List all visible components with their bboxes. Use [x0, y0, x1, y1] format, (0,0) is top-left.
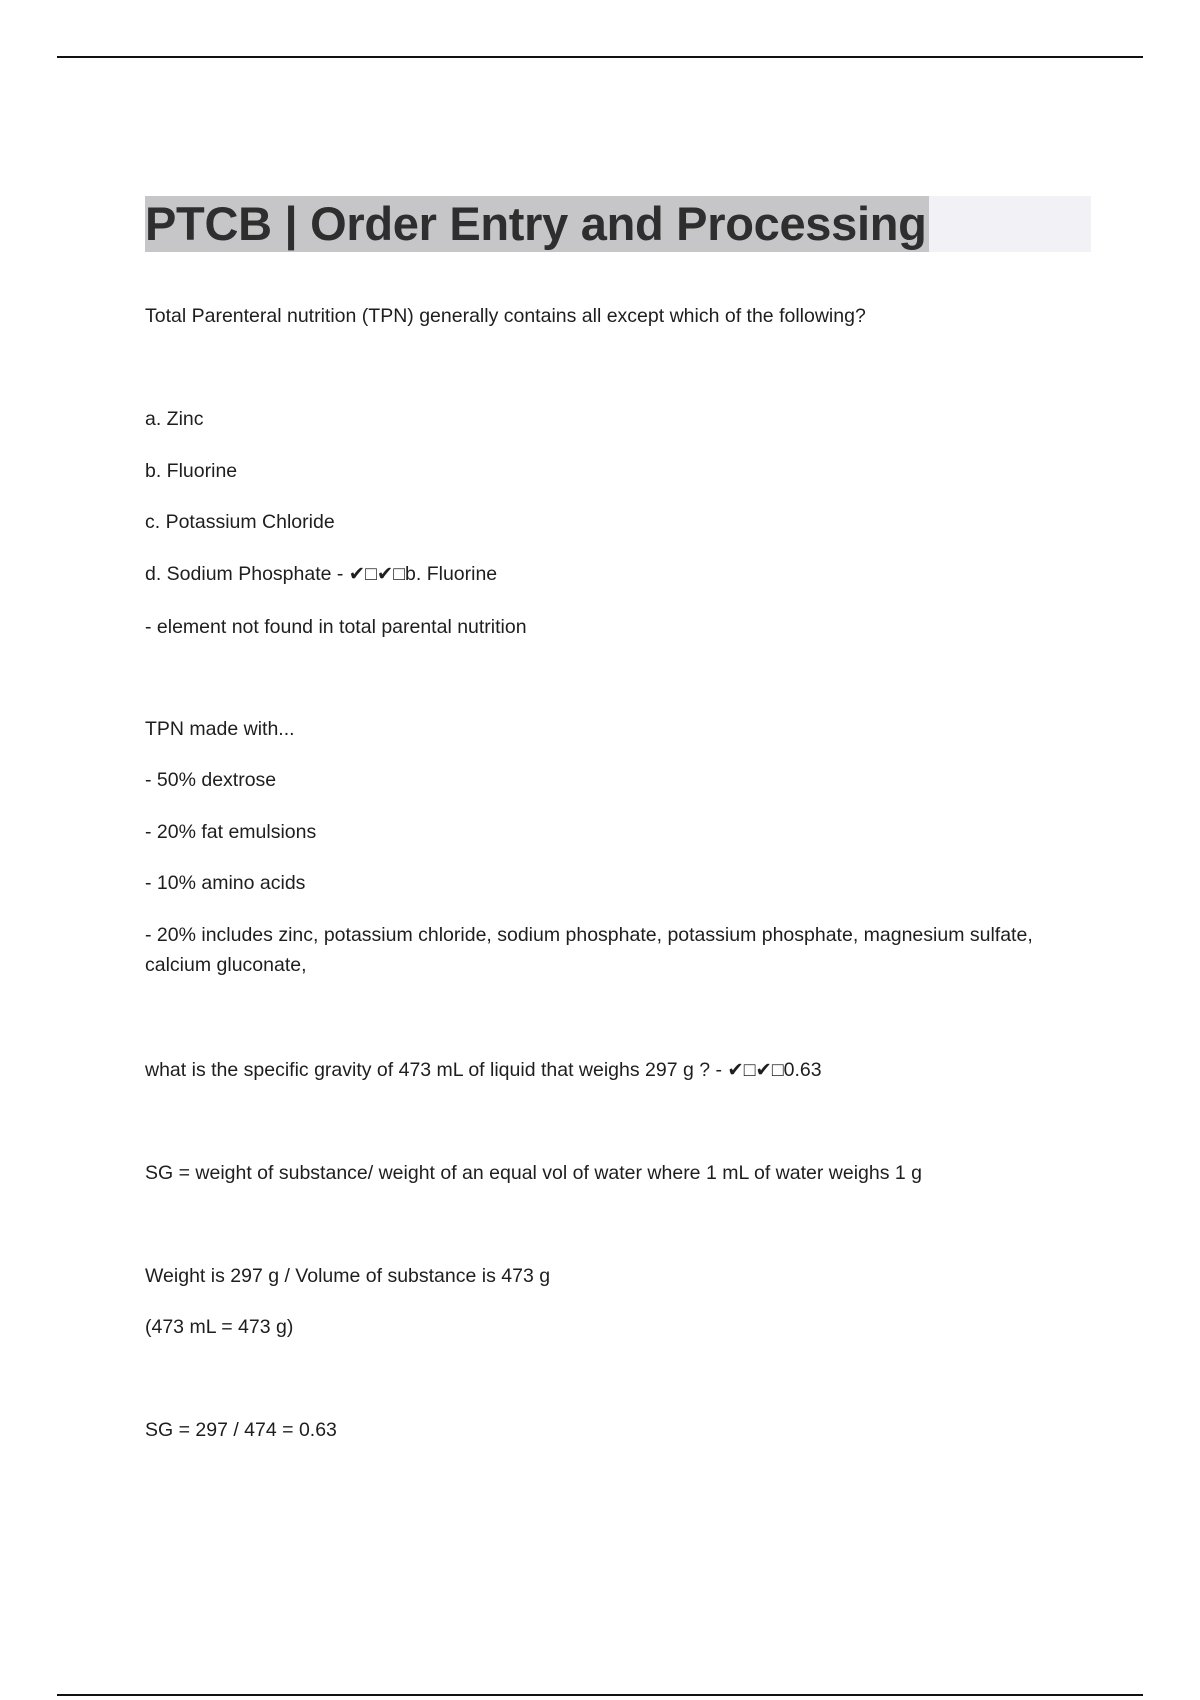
- answer-explanation: - element not found in total parental nutrition: [145, 616, 527, 638]
- question-tpn: Total Parenteral nutrition (TPN) generally contains all except which of the following?: [145, 305, 866, 327]
- option-c: c. Potassium Chloride: [145, 511, 335, 533]
- question-specific-gravity: what is the specific gravity of 473 mL of liquid that weighs 297 g ? - ✔□✔□0.63: [145, 1059, 822, 1081]
- tpn-dextrose: - 50% dextrose: [145, 769, 277, 791]
- document-title: PTCB | Order Entry and Processing: [145, 197, 927, 250]
- sg-calculation: SG = 297 / 474 = 0.63: [145, 1419, 337, 1441]
- header-rule: [57, 56, 1143, 58]
- tpn-additives: - 20% includes zinc, potassium chloride, sodium phosphate, potassium phosphate, magnesium sulfate, calcium gluconate,: [145, 924, 1033, 976]
- option-d-answer: d. Sodium Phosphate - ✔□✔□b. Fluorine: [145, 563, 498, 585]
- sg-definition: SG = weight of substance/ weight of an equal vol of water where 1 mL of water weighs 1 g: [145, 1162, 923, 1184]
- tpn-made-with: TPN made with...: [145, 718, 295, 740]
- weight-volume: Weight is 297 g / Volume of substance is 473 g: [145, 1265, 551, 1287]
- ml-to-g: (473 mL = 473 g): [145, 1316, 294, 1338]
- footer-rule: [57, 1694, 1143, 1696]
- tpn-amino-acids: - 10% amino acids: [145, 872, 306, 894]
- option-b: b. Fluorine: [145, 460, 238, 482]
- tpn-fat-emulsions: - 20% fat emulsions: [145, 821, 317, 843]
- option-a: a. Zinc: [145, 408, 204, 430]
